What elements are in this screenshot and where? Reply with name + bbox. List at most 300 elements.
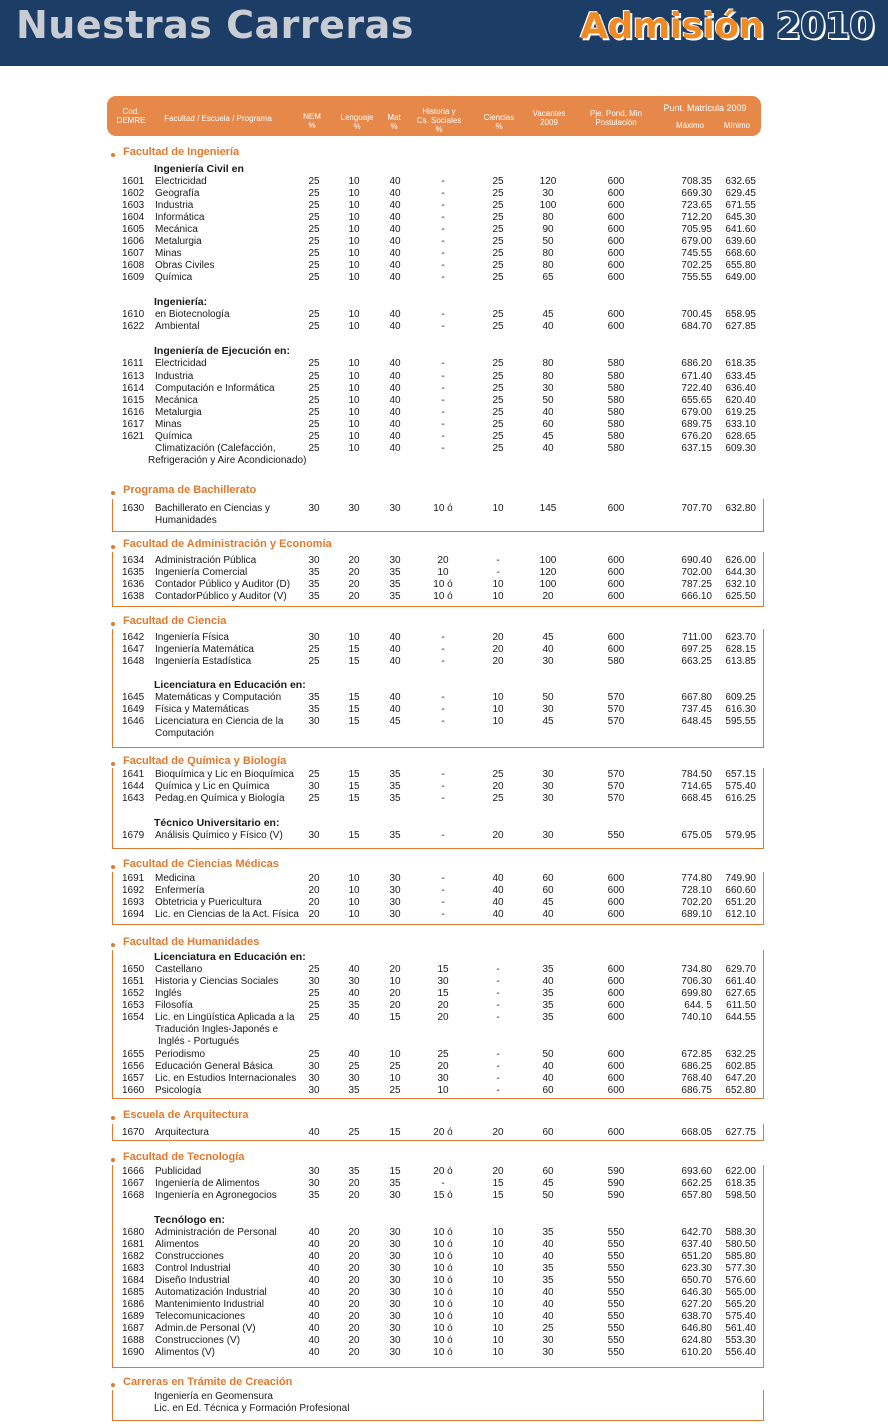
- nem-value: 40: [308, 1275, 320, 1286]
- table-row: [0, 781, 888, 793]
- nem-value: 25: [308, 656, 320, 667]
- table-row: [0, 1323, 888, 1335]
- mat-value: 30: [389, 897, 401, 908]
- historia-value: 10 ó: [433, 1335, 453, 1346]
- table-row: [0, 909, 888, 921]
- ciencias-value: 15: [492, 1190, 504, 1201]
- section-title: Facultad de Ingeniería: [123, 146, 240, 158]
- max-score: 700.45: [681, 309, 712, 320]
- mat-value: 40: [389, 383, 401, 394]
- program-code: 1634: [122, 555, 145, 566]
- pje-value: 580: [607, 407, 625, 418]
- mat-value: 35: [389, 567, 401, 578]
- mat-value: 40: [389, 248, 401, 259]
- program-code: 1609: [122, 272, 145, 283]
- table-row: [0, 1403, 888, 1415]
- mat-value: 40: [389, 443, 401, 454]
- historia-value: -: [441, 407, 445, 418]
- pje-value: 600: [607, 1049, 625, 1060]
- program-name: Química: [155, 272, 193, 283]
- lenguaje-value: 25: [348, 1127, 360, 1138]
- table-row: [0, 1263, 888, 1275]
- program-code: 1681: [122, 1239, 145, 1250]
- min-score: 627.75: [725, 1127, 756, 1138]
- pje-value: 550: [607, 1239, 625, 1250]
- group-subheading: Ingeniería Civil en: [154, 163, 244, 175]
- historia-value: 10 ó: [433, 1263, 453, 1274]
- pje-value: 600: [607, 988, 625, 999]
- ciencias-value: 25: [492, 212, 504, 223]
- nem-value: 20: [308, 873, 320, 884]
- historia-value: 10 ó: [433, 1311, 453, 1322]
- lenguaje-value: 20: [348, 555, 360, 566]
- header-pje-line1: Pje. Pond. Min: [589, 109, 643, 118]
- ciencias-value: 25: [492, 260, 504, 271]
- lenguaje-value: 20: [348, 1311, 360, 1322]
- vacantes-value: 60: [542, 885, 554, 896]
- program-code: 1605: [122, 224, 145, 235]
- program-name: Análisis Químico y Físico (V): [155, 830, 283, 841]
- min-score: 618.35: [725, 358, 756, 369]
- table-row: [0, 443, 888, 455]
- max-score: 650.70: [681, 1275, 712, 1286]
- max-score: 714.65: [681, 781, 712, 792]
- max-score: 637.40: [681, 1239, 712, 1250]
- mat-value: 40: [389, 188, 401, 199]
- header-historia-line1: Historia y: [422, 107, 456, 116]
- historia-value: 15: [437, 988, 449, 999]
- table-row: [0, 873, 888, 885]
- vacantes-value: 40: [542, 644, 554, 655]
- table-row: [0, 248, 888, 260]
- vacantes-value: 45: [542, 309, 554, 320]
- vacantes-value: 35: [542, 988, 554, 999]
- ciencias-value: 25: [492, 371, 504, 382]
- logo-word: Admisión: [580, 6, 764, 47]
- vacantes-value: 80: [542, 371, 554, 382]
- max-score: 699.80: [681, 988, 712, 999]
- mat-value: 10: [389, 976, 401, 987]
- header-vacantes-line1: Vacantes: [532, 109, 566, 118]
- ciencias-value: -: [496, 1049, 500, 1060]
- lenguaje-value: 20: [348, 1323, 360, 1334]
- ciencias-value: 25: [492, 395, 504, 406]
- mat-value: 20: [389, 988, 401, 999]
- max-score: 679.00: [681, 236, 712, 247]
- ciencias-value: 10: [492, 1263, 504, 1274]
- program-name: Publicidad: [155, 1166, 202, 1177]
- program-name: Ingeniería en Geomensura: [154, 1391, 273, 1402]
- table-row: [0, 976, 888, 988]
- pje-value: 580: [607, 431, 625, 442]
- min-score: 671.55: [725, 200, 756, 211]
- historia-value: 10 ó: [433, 1239, 453, 1250]
- program-code: 1622: [122, 321, 145, 332]
- table-row: [0, 1299, 888, 1311]
- lenguaje-value: 20: [348, 567, 360, 578]
- page-title: Nuestras Carreras: [16, 3, 414, 47]
- program-name: Admin.de Personal (V): [155, 1323, 256, 1334]
- min-score: 609.25: [725, 692, 756, 703]
- program-name: Electricidad: [155, 358, 207, 369]
- min-score: 660.60: [725, 885, 756, 896]
- program-name: Contador Público y Auditor (D): [155, 579, 291, 590]
- mat-value: 40: [389, 395, 401, 406]
- program-name: Licenciatura en Ciencia de la: [155, 716, 284, 727]
- nem-value: 25: [308, 1049, 320, 1060]
- max-score: 706.30: [681, 976, 712, 987]
- lenguaje-value: 15: [348, 644, 360, 655]
- min-score: 580.50: [725, 1239, 756, 1250]
- pje-value: 600: [607, 873, 625, 884]
- max-score: 637.15: [681, 443, 712, 454]
- max-score: 684.70: [681, 321, 712, 332]
- header-punt: Punt. Matrícula 2009: [663, 103, 747, 113]
- nem-value: 20: [308, 897, 320, 908]
- max-score: 675.05: [681, 830, 712, 841]
- max-score: 768.40: [681, 1073, 712, 1084]
- header-min: Mínimo: [723, 121, 751, 130]
- pje-value: 580: [607, 383, 625, 394]
- vacantes-value: 30: [542, 1347, 554, 1358]
- program-code: 1648: [122, 656, 145, 667]
- min-score: 556.40: [725, 1347, 756, 1358]
- program-code: 1607: [122, 248, 145, 259]
- historia-value: -: [441, 272, 445, 283]
- min-score: 618.35: [725, 1178, 756, 1189]
- max-score: 676.20: [681, 431, 712, 442]
- max-score: 702.25: [681, 260, 712, 271]
- mat-value: 15: [389, 1166, 401, 1177]
- historia-value: -: [441, 793, 445, 804]
- program-name: Metalurgia: [155, 407, 202, 418]
- max-score: 722.40: [681, 383, 712, 394]
- nem-value: 25: [308, 395, 320, 406]
- pje-value: 600: [607, 897, 625, 908]
- table-row: [0, 1178, 888, 1190]
- program-code: 1638: [122, 591, 145, 602]
- program-name: Alimentos: [155, 1239, 199, 1250]
- section-bullet-icon: [111, 865, 115, 869]
- nem-value: 40: [308, 1239, 320, 1250]
- table-row: [0, 419, 888, 431]
- pje-value: 600: [607, 248, 625, 259]
- table-row: [0, 644, 888, 656]
- vacantes-value: 40: [542, 976, 554, 987]
- historia-value: -: [441, 781, 445, 792]
- section-bullet-icon: [111, 545, 115, 549]
- ciencias-value: 25: [492, 419, 504, 430]
- group-subheading: Técnico Universitario en:: [154, 817, 280, 829]
- program-name: Ambiental: [155, 321, 200, 332]
- max-score: 697.25: [681, 644, 712, 655]
- program-code: 1610: [122, 309, 145, 320]
- table-row: [0, 769, 888, 781]
- max-score: 669.30: [681, 188, 712, 199]
- program-code: 1693: [122, 897, 145, 908]
- table-row: [0, 885, 888, 897]
- nem-value: 40: [308, 1335, 320, 1346]
- vacantes-value: 45: [542, 632, 554, 643]
- ciencias-value: 10: [492, 716, 504, 727]
- lenguaje-value: 20: [348, 1190, 360, 1201]
- min-score: 651.20: [725, 897, 756, 908]
- header-ciencias-pct: %: [495, 122, 503, 131]
- program-code: 1647: [122, 644, 145, 655]
- max-score: 723.65: [681, 200, 712, 211]
- max-score: 662.25: [681, 1178, 712, 1189]
- program-name: Construcciones (V): [155, 1335, 241, 1346]
- table-row: [0, 579, 888, 591]
- nem-value: 35: [308, 567, 320, 578]
- max-score: 686.75: [681, 1085, 712, 1096]
- mat-value: 10: [389, 1049, 401, 1060]
- table-row: [0, 716, 888, 728]
- historia-value: 10 ó: [433, 503, 453, 514]
- pje-value: 590: [607, 1166, 625, 1177]
- program-name: Mantenimiento Industrial: [155, 1299, 264, 1310]
- table-row: [0, 1061, 888, 1073]
- program-code: 1667: [122, 1178, 145, 1189]
- nem-value: 25: [308, 176, 320, 187]
- header-max: Máximo: [675, 121, 704, 130]
- vacantes-value: 40: [542, 321, 554, 332]
- table-row: [0, 1311, 888, 1323]
- min-score: 657.15: [725, 769, 756, 780]
- program-name: Informática: [155, 212, 205, 223]
- pje-value: 600: [607, 224, 625, 235]
- vacantes-value: 45: [542, 431, 554, 442]
- nem-value: 35: [308, 692, 320, 703]
- section-title: Facultad de Química y Biología: [123, 755, 287, 767]
- lenguaje-value: 10: [348, 309, 360, 320]
- min-score: 628.65: [725, 431, 756, 442]
- nem-value: 25: [308, 248, 320, 259]
- max-score: 686.20: [681, 358, 712, 369]
- mat-value: 40: [389, 644, 401, 655]
- historia-value: -: [441, 909, 445, 920]
- historia-value: -: [441, 419, 445, 430]
- program-name: Arquitectura: [155, 1127, 209, 1138]
- vacantes-value: 40: [542, 443, 554, 454]
- min-score: 649.00: [725, 272, 756, 283]
- nem-value: 25: [308, 224, 320, 235]
- pje-value: 580: [607, 395, 625, 406]
- nem-value: 40: [308, 1263, 320, 1274]
- table-row: [0, 1251, 888, 1263]
- pje-value: 550: [607, 1347, 625, 1358]
- pje-value: 550: [607, 1299, 625, 1310]
- pje-value: 570: [607, 704, 625, 715]
- max-score: 755.55: [681, 272, 712, 283]
- program-name: Minas: [155, 419, 182, 430]
- nem-value: 25: [308, 419, 320, 430]
- ciencias-value: 10: [492, 1335, 504, 1346]
- table-row: [0, 503, 888, 515]
- pje-value: 600: [607, 1127, 625, 1138]
- nem-value: 30: [308, 555, 320, 566]
- nem-value: 25: [308, 321, 320, 332]
- min-score: 561.40: [725, 1323, 756, 1334]
- program-code: 1636: [122, 579, 145, 590]
- min-score: 623.70: [725, 632, 756, 643]
- min-score: 629.70: [725, 964, 756, 975]
- program-name: Castellano: [155, 964, 203, 975]
- lenguaje-value: 10: [348, 395, 360, 406]
- header-program: Facultad / Escuela / Programa: [164, 114, 272, 123]
- lenguaje-value: 10: [348, 260, 360, 271]
- min-score: 645.30: [725, 212, 756, 223]
- min-score: 632.25: [725, 1049, 756, 1060]
- max-score: 774.80: [681, 873, 712, 884]
- ciencias-value: 25: [492, 188, 504, 199]
- historia-value: -: [441, 212, 445, 223]
- min-score: 575.40: [725, 1311, 756, 1322]
- nem-value: 25: [308, 1012, 320, 1023]
- program-name: Ingeniería en Agronegocios: [155, 1190, 277, 1201]
- lenguaje-value: 35: [348, 1000, 360, 1011]
- nem-value: 30: [308, 1061, 320, 1072]
- program-name-continued: Computación: [155, 728, 214, 739]
- program-name: Enfermería: [155, 885, 205, 896]
- mat-value: 40: [389, 656, 401, 667]
- vacantes-value: 35: [542, 1263, 554, 1274]
- program-name: Matemáticas y Computación: [155, 692, 282, 703]
- pje-value: 550: [607, 1287, 625, 1298]
- section-title: Carreras en Trámite de Creación: [123, 1376, 293, 1388]
- vacantes-value: 30: [542, 704, 554, 715]
- historia-value: -: [441, 632, 445, 643]
- historia-value: -: [441, 395, 445, 406]
- table-row: [0, 830, 888, 842]
- pje-value: 600: [607, 212, 625, 223]
- vacantes-value: 30: [542, 1335, 554, 1346]
- historia-value: 25: [437, 1049, 449, 1060]
- historia-value: 10 ó: [433, 1227, 453, 1238]
- program-name: Lic. en Lingüística Aplicada a la: [155, 1012, 295, 1023]
- nem-value: 25: [308, 644, 320, 655]
- program-name: Construcciones: [155, 1251, 224, 1262]
- historia-value: -: [441, 309, 445, 320]
- vacantes-value: 30: [542, 656, 554, 667]
- lenguaje-value: 20: [348, 579, 360, 590]
- section-bullet-icon: [111, 943, 115, 947]
- vacantes-value: 40: [542, 1061, 554, 1072]
- nem-value: 25: [308, 431, 320, 442]
- program-code: 1613: [122, 371, 145, 382]
- lenguaje-value: 10: [348, 443, 360, 454]
- min-score: 616.30: [725, 704, 756, 715]
- ciencias-value: 25: [492, 176, 504, 187]
- lenguaje-value: 10: [348, 885, 360, 896]
- historia-value: -: [441, 692, 445, 703]
- mat-value: 30: [389, 1227, 401, 1238]
- nem-value: 40: [308, 1299, 320, 1310]
- pje-value: 600: [607, 591, 625, 602]
- vacantes-value: 60: [542, 1127, 554, 1138]
- program-name: ContadorPúblico y Auditor (V): [155, 591, 287, 602]
- min-score: 613.85: [725, 656, 756, 667]
- max-score: 728.10: [681, 885, 712, 896]
- ciencias-value: 40: [492, 873, 504, 884]
- ciencias-value: -: [496, 1000, 500, 1011]
- program-name: Medicina: [155, 873, 196, 884]
- program-name: Química: [155, 431, 193, 442]
- vacantes-value: 120: [539, 176, 557, 187]
- lenguaje-value: 20: [348, 1263, 360, 1274]
- program-name: Industria: [155, 371, 194, 382]
- program-name: Mecánica: [155, 224, 198, 235]
- mat-value: 30: [389, 503, 401, 514]
- table-row: [0, 395, 888, 407]
- pje-value: 600: [607, 309, 625, 320]
- lenguaje-value: 10: [348, 371, 360, 382]
- program-name: Diseño Industrial: [155, 1275, 230, 1286]
- mat-value: 30: [389, 873, 401, 884]
- max-score: 787.25: [681, 579, 712, 590]
- vacantes-value: 30: [542, 793, 554, 804]
- program-code: 1601: [122, 176, 145, 187]
- table-row: [0, 656, 888, 668]
- mat-value: 40: [389, 321, 401, 332]
- vacantes-value: 40: [542, 1073, 554, 1084]
- lenguaje-value: 20: [348, 1335, 360, 1346]
- program-code: 1643: [122, 793, 145, 804]
- table-row: [0, 632, 888, 644]
- min-score: 565.20: [725, 1299, 756, 1310]
- max-score: 689.75: [681, 419, 712, 430]
- program-code: 1689: [122, 1311, 145, 1322]
- program-code: 1690: [122, 1347, 145, 1358]
- historia-value: 10: [437, 567, 449, 578]
- table-row: [0, 236, 888, 248]
- section-title: Programa de Bachillerato: [123, 484, 257, 496]
- max-score: 646.30: [681, 1287, 712, 1298]
- program-name: Metalurgia: [155, 236, 202, 247]
- program-code: 1617: [122, 419, 145, 430]
- program-name: Lic. en Estudios Internacionales: [155, 1073, 297, 1084]
- group-subheading: Ingeniería:: [154, 296, 208, 308]
- ciencias-value: 10: [492, 591, 504, 602]
- mat-value: 30: [389, 1251, 401, 1262]
- historia-value: -: [441, 644, 445, 655]
- lenguaje-value: 10: [348, 897, 360, 908]
- historia-value: 20: [437, 1000, 449, 1011]
- table-row: [0, 897, 888, 909]
- vacantes-value: 35: [542, 1227, 554, 1238]
- max-score: 784.50: [681, 769, 712, 780]
- max-score: 663.25: [681, 656, 712, 667]
- header-cod-line1: Cod.: [122, 107, 140, 116]
- mat-value: 30: [389, 555, 401, 566]
- min-score: 627.85: [725, 321, 756, 332]
- program-code: 1692: [122, 885, 145, 896]
- program-code: 1630: [122, 503, 145, 514]
- section-bullet-icon: [111, 622, 115, 626]
- program-code: 1688: [122, 1335, 145, 1346]
- pje-value: 600: [607, 976, 625, 987]
- program-name: Climatización (Calefacción,: [155, 443, 276, 454]
- historia-value: -: [441, 885, 445, 896]
- program-code: 1616: [122, 407, 145, 418]
- table-row: [0, 964, 888, 976]
- mat-value: 30: [389, 1239, 401, 1250]
- table-row: [0, 1049, 888, 1061]
- nem-value: 35: [308, 579, 320, 590]
- program-name: Mecánica: [155, 395, 198, 406]
- program-code: 1606: [122, 236, 145, 247]
- lenguaje-value: 10: [348, 200, 360, 211]
